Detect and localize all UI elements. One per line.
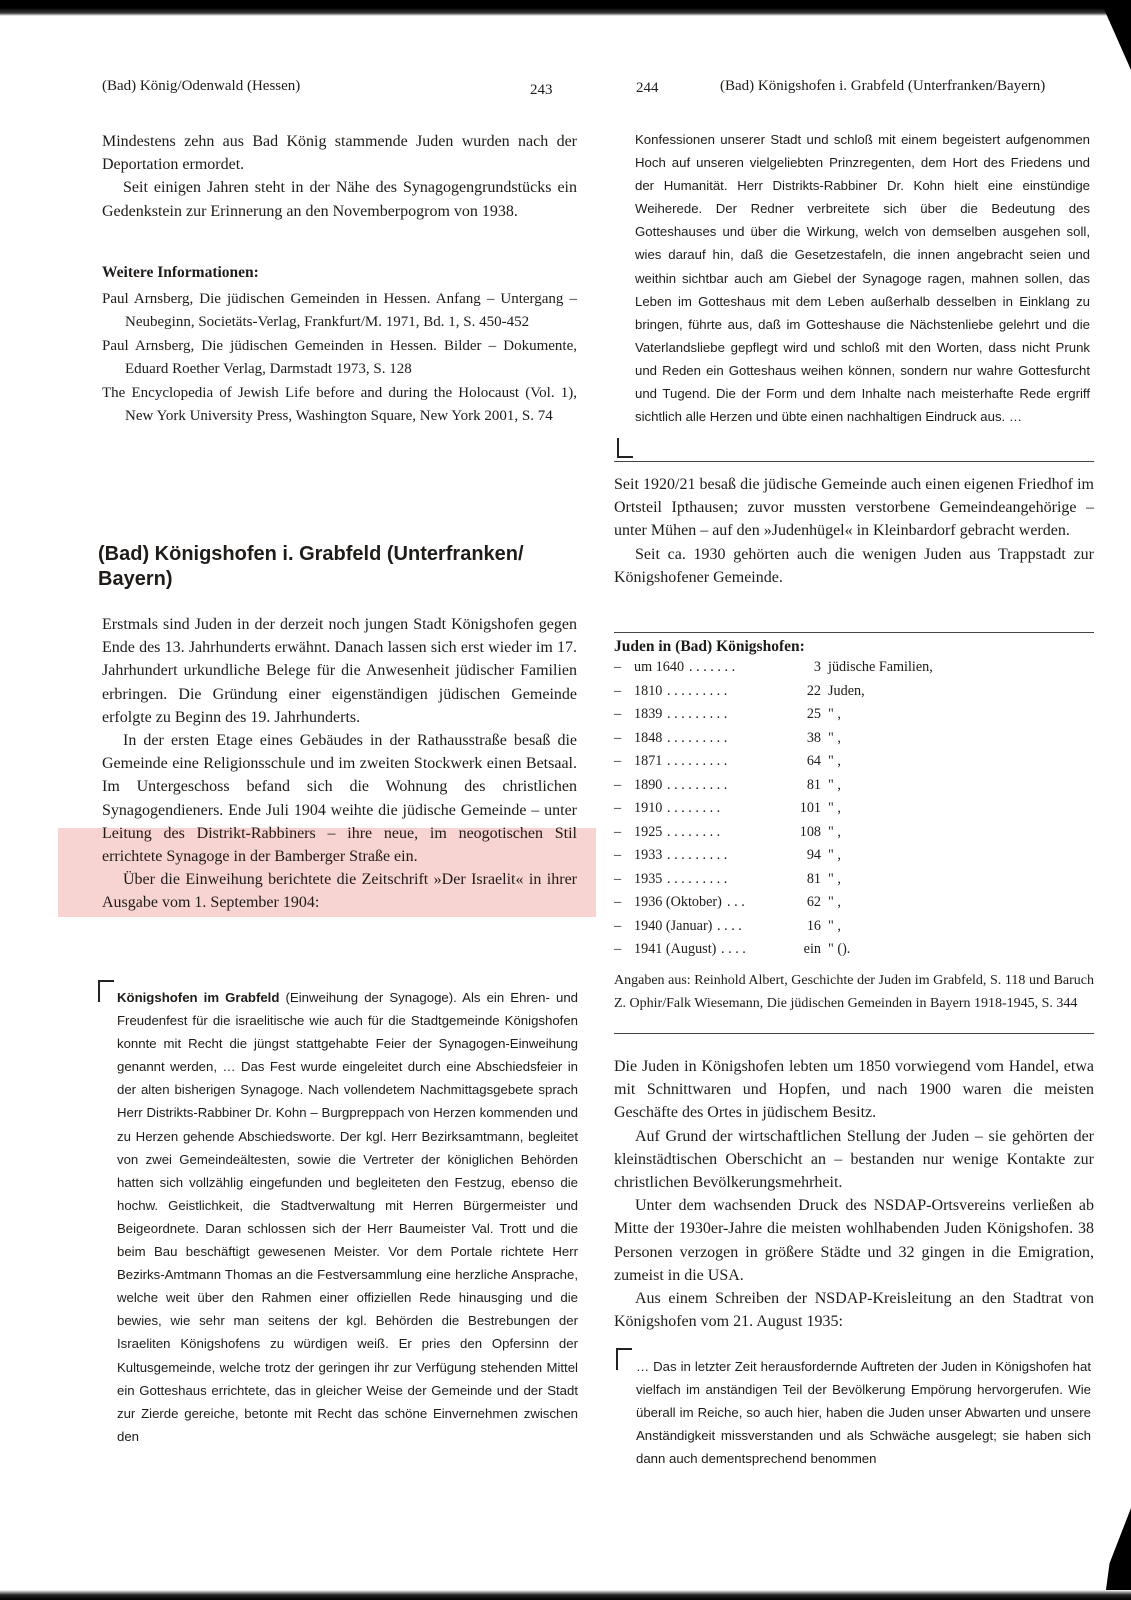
census-rule-top	[614, 632, 1094, 633]
census-table	[614, 659, 1094, 969]
section-body	[102, 613, 577, 915]
census-dots: . . . . . . . . .	[667, 847, 728, 863]
census-value: 81	[806, 776, 821, 793]
census-year: 1810	[634, 682, 663, 699]
census-value: 64	[806, 753, 821, 769]
census-dots: . . . . . . . . .	[667, 682, 728, 699]
census-dash: –	[614, 753, 622, 769]
paragraph: Seit einigen Jahren steht in der Nähe des Synagogengrundstücks ein Gedenkstein zur Erinnerung an den Novemberpogrom von 1938.	[102, 179, 577, 220]
paragraph: Seit 1920/21 besaß die jüdische Gemeinde auch einen eigenen Friedhof im Ortsteil Ipthausen; zuvor mussten verstorbene Gemeindeangehörige – unter Mühen – auf den »Judenhügel« in Kleinbardorf gebracht werden.	[614, 476, 1094, 540]
census-year: 1890	[634, 776, 663, 793]
quote-body: (Einweihung der Synagoge). Als ein Ehren- und Freudenfest für die israelitische wie auch für die Stadtgemeinde Königshofen konnte mit Recht die jüngst stattgehabte Feier der Synagogen-Einweihung genannt werden, … Das Fest wurde eingeleitet durch eine Abschiedsfeier in der alten bisherigen Synagoge. Nach vollendetem Nachmittagsgebete sprach Herr Distrikts-Rabbiner Dr. Kohn – Burgpreppach von Herzen kommenden und zu Herzen gehende Abschiedsworte. Der kgl. Herr Bezirksamtmann, begleitet von zwei Gemeindeältesten, sowie die Vertreter der königlichen Behörden hatten sich vollzählig eingefunden und begleiteten den Festzug, ebenso die hochw. Geistlichkeit, die Stadtverwaltung mit Herren Bürgermeister und Beigeordnete. Daran schlossen sich der Herr Baumeister Val. Trott und die beim Bau beschäftigt gewesenen Meister. Vor dem Portale richtete Herr Bezirks-Amtmann Thomas an die Festversammlung eine herzliche Ansprache, welche weit über den Rahmen einer offiziellen Rede hinausging und die bewies, wie sehr man seitens der kgl. Behörden die Bestrebungen der Israeliten Königshofens zu würdigen weiß. Er pries den Opfersinn der Kultusgemeinde, welche trotz der geringen ihr zur Verfügung stehenden Mittel ein Gotteshaus errichtete, das in gleicher Weise der Gemeinde und der Stadt zur Zierde gereiche, betonte mit Recht das schöne Einvernehmen zwischen den	[117, 990, 578, 1444]
census-rule-bottom	[614, 1033, 1094, 1034]
quote-bracket-bottom	[617, 438, 633, 458]
paragraph: In der ersten Etage eines Gebäudes in der Rathausstraße besaß die Gemeinde eine Religionsschule und im zweiten Stockwerk einen Betsaal. Im Untergeschoss befand sich die Wohnung des christlichen Synagogendieners. Ende Juli 1904 weihte die jüdische Gemeinde – unter Leitung des Distrikt-Rabbiners – ihre neue, im neogotischen Stil errichtete Synagoge in der Bamberger Straße ein.	[102, 732, 577, 866]
quote-bracket-top	[616, 1348, 632, 1370]
left-page-number: 243	[530, 82, 553, 98]
census-value: 94	[806, 847, 821, 863]
left-running-title: (Bad) König/Odenwald (Hessen)	[102, 78, 301, 94]
divider-rule	[614, 461, 1094, 462]
census-dash: –	[614, 941, 622, 957]
census-unit: " ,	[828, 823, 841, 840]
quote-israelit	[117, 986, 578, 1448]
right-body-1	[614, 473, 1094, 589]
census-value: 16	[806, 917, 821, 934]
census-year: 1940 (Januar)	[634, 917, 713, 934]
census-year: 1848	[634, 729, 663, 746]
census-dots: . . . . . . . . .	[667, 776, 728, 793]
census-year: um 1640	[634, 659, 685, 675]
right-page-number: 244	[636, 80, 659, 96]
census-value: 62	[806, 894, 821, 910]
census-unit: Juden,	[828, 682, 865, 699]
census-value: ein	[803, 941, 821, 957]
census-unit: " ,	[828, 847, 841, 863]
census-dash: –	[614, 706, 622, 722]
census-unit: " ().	[828, 941, 851, 957]
paragraph: Über die Einweihung berichtete die Zeitschrift »Der Israelit« in ihrer Ausgabe vom 1. September 1904:	[102, 871, 577, 912]
further-information	[102, 264, 577, 428]
census-value: 101	[799, 800, 821, 816]
scan-corner-top-right	[1100, 0, 1131, 70]
census-dash: –	[614, 894, 622, 910]
reference-item: The Encyclopedia of Jewish Life before and during the Holocaust (Vol. 1), New York University Press, Washington Square, New York 2001, S. 74	[102, 384, 577, 425]
quote-text: … Das in letzter Zeit herausfordernde Auftreten der Juden in Königshofen hat vielfach im anständigen Teil der Bevölkerung Empörung hervorgerufen. Wie überall im Reiche, so auch hier, haben die Juden unser Abwarten und unsere Anständigkeit missverstanden und als Schwäche ausgelegt; sie haben sich dann auch dementsprechend benommen	[636, 1359, 1091, 1467]
census-sources: Angaben aus: Reinhold Albert, Geschichte der Juden im Grabfeld, S. 118 und Baruch Z. Ophir/Falk Wiesemann, Die jüdischen Gemeinden in Bayern 1918-1945, S. 344	[614, 973, 1094, 1011]
census-year: 1936 (Oktober)	[634, 894, 722, 910]
census-value: 81	[806, 870, 821, 887]
scan-corner-bottom-right	[1098, 1508, 1131, 1600]
paragraph: Die Juden in Königshofen lebten um 1850 vorwiegend vom Handel, etwa mit Schnittwaren und Hopfen, und nach 1900 waren die meisten Geschäfte des Ortes in jüdischem Besitz.	[614, 1058, 1094, 1122]
census-unit: " ,	[828, 917, 841, 934]
census-year: 1941 (August)	[634, 941, 717, 957]
census-unit: " ,	[828, 729, 841, 746]
census-box	[614, 638, 1094, 1015]
right-body-2	[614, 1055, 1094, 1333]
census-dash: –	[614, 847, 622, 863]
census-unit: " ,	[828, 800, 841, 816]
census-dash: –	[614, 729, 622, 746]
quote-continuation: Konfessionen unserer Stadt und schloß mit einem begeistert aufgenommen Hoch auf unseren vielgeliebten Prinzregenten, dem Hort des Friedens und der Humanität. Herr Distrikts-Rabbiner Dr. Kohn hielt eine einstündige Weiherede. Der Redner verbreitete sich über die Bedeutung des Gotteshauses und über die Wirkung, welch von demselben ausgehen soll, wies darauf hin, daß die Gesetzestafeln, die innen angebracht seien und weithin sichtbar auch am Giebel der Synagoge ragen, mahnen sollen, das Leben im Gotteshaus mit dem Leben außerhalb desselben in Einklang zu bringen, führte aus, daß im Gotteshause die Nächstenliebe gelehrt und die Vaterlandsliebe gepflegt wird und schloß mit den Worten, dass nicht Prunk und Reden ein Gotteshaus weihen können, sondern nur wahre Gottesfurcht und Tugend. Die der Form und dem Inhalte nach meisterhafte Rede ergriff sichtlich alle Herzen und übte einen nachhaltigen Eindruck aus. …	[635, 132, 1090, 425]
quote-israelit-continued	[635, 128, 1090, 428]
paragraph: Auf Grund der wirtschaftlichen Stellung der Juden – sie gehörten der kleinstädtischen Oberschicht an – bestanden nur wenige Kontakte zur christlichen Bevölkerungsmehrheit.	[614, 1127, 1094, 1192]
census-year: 1933	[634, 847, 663, 863]
census-dash: –	[614, 823, 622, 840]
paragraph: Unter dem wachsenden Druck des NSDAP-Ortsvereins verließen ab Mitte der 1930er-Jahre die meisten wohlhabenden Juden Königshofen. 38 Personen verzogen in größere Städte und 32 gingen in die Emigration, zumeist in die USA.	[614, 1197, 1094, 1284]
census-dots: . . . .	[717, 917, 742, 934]
census-unit: " ,	[828, 706, 841, 722]
paragraph: Erstmals sind Juden in der derzeit noch jungen Stadt Königshofen gegen Ende des 13. Jahrhunderts erwähnt. Danach lassen sich erst wieder im 17. Jahrhundert urkundliche Belege für die Anwesenheit jüdischer Familien erbringen. Die Gründung einer eigenständigen jüdischen Gemeinde erfolgte zu Beginn des 19. Jahrhunderts.	[102, 616, 577, 726]
quote-text	[117, 986, 578, 1448]
census-dots: . . .	[727, 894, 745, 910]
census-value: 38	[806, 729, 821, 746]
census-dots: . . . . . . .	[689, 659, 736, 675]
census-value: 22	[806, 682, 821, 699]
census-title: Juden in (Bad) Königshofen:	[614, 638, 805, 655]
census-dots: . . . . . . . . .	[667, 870, 728, 887]
census-dots: . . . . . . . .	[667, 823, 721, 840]
census-dash: –	[614, 776, 622, 793]
census-year: 1910	[634, 800, 663, 816]
quote-lead: Königshofen im Grabfeld	[117, 990, 280, 1005]
census-dots: . . . .	[721, 941, 746, 957]
census-dots: . . . . . . . .	[667, 800, 721, 816]
quote-bracket-top	[98, 980, 114, 1002]
reference-item: Paul Arnsberg, Die jüdischen Gemeinden in Hessen. Anfang – Untergang – Neubeginn, Societäts-Verlag, Frankfurt/M. 1971, Bd. 1, S. 450-452	[102, 291, 577, 331]
census-year: 1871	[634, 753, 663, 769]
census-year: 1839	[634, 706, 663, 722]
left-intro	[102, 130, 577, 223]
further-information-title: Weitere Informationen:	[102, 264, 259, 281]
census-unit: " ,	[828, 753, 841, 769]
scan-edge-top	[0, 0, 1131, 16]
census-dots: . . . . . . . . .	[667, 753, 728, 769]
right-running-title: (Bad) Königshofen i. Grabfeld (Unterfranken/Bayern)	[720, 78, 1046, 94]
census-value: 25	[806, 706, 821, 722]
reference-item: Paul Arnsberg, Die jüdischen Gemeinden in Hessen. Bilder – Dokumente, Eduard Roether Verlag, Darmstadt 1973, S. 128	[102, 337, 577, 378]
census-dash: –	[614, 800, 622, 816]
census-dash: –	[614, 659, 622, 675]
census-value: 108	[799, 823, 821, 840]
census-unit: " ,	[828, 870, 841, 887]
census-value: 3	[813, 659, 821, 675]
paragraph: Aus einem Schreiben der NSDAP-Kreisleitung an den Stadtrat von Königshofen vom 21. August 1935:	[614, 1290, 1094, 1331]
section-heading	[98, 542, 568, 592]
census-dash: –	[614, 682, 622, 699]
quote-nsdap	[636, 1355, 1091, 1470]
census-dots: . . . . . . . . .	[667, 706, 728, 722]
census-dash: –	[614, 917, 622, 934]
census-unit: jüdische Familien,	[828, 659, 933, 675]
census-unit: " ,	[828, 776, 841, 793]
paragraph: Mindestens zehn aus Bad König stammende Juden wurden nach der Deportation ermordet.	[102, 133, 577, 174]
census-unit: " ,	[828, 894, 841, 910]
census-dots: . . . . . . . . .	[667, 729, 728, 746]
paragraph: Seit ca. 1930 gehörten auch die wenigen Juden aus Trappstadt zur Königshofener Gemeinde.	[614, 545, 1094, 586]
scan-edge-bottom	[0, 1590, 1131, 1600]
census-year: 1925	[634, 823, 663, 840]
census-year: 1935	[634, 870, 663, 887]
section-title: (Bad) Königshofen i. Grabfeld (Unterfranken/ Bayern)	[98, 543, 524, 590]
census-dash: –	[614, 870, 622, 887]
